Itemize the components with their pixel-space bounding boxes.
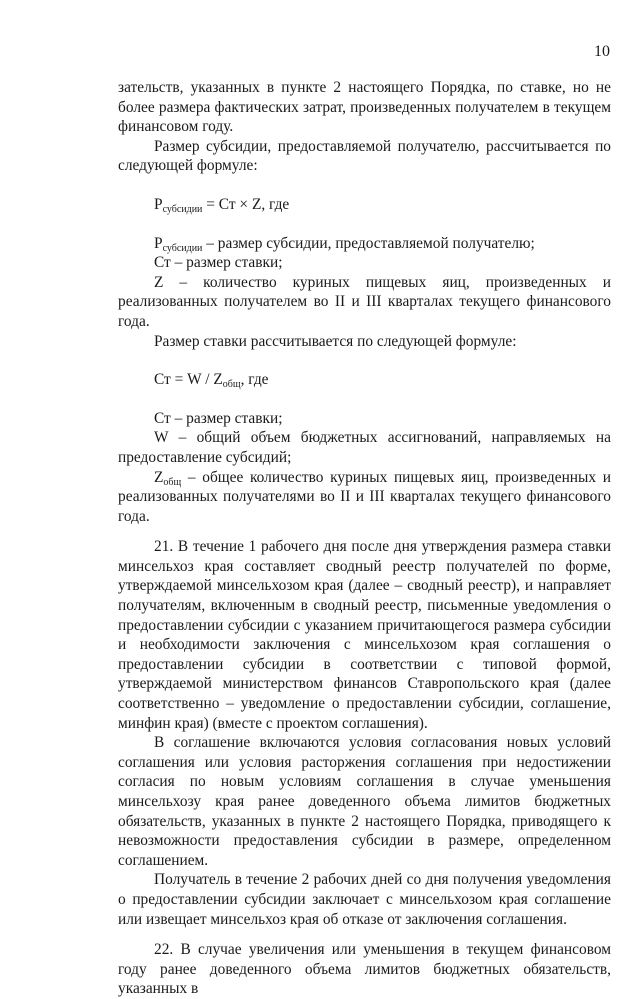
paragraph-continuation: зательств, указанных в пункте 2 настоящего Порядка, по ставке, но не более размера фактических затрат, произведенных получателем в текущем финансовом году. <box>118 79 611 136</box>
definition-total-eggs: $Z_{общ}$ – общее количество куриных пищевых яиц, произведенных и реализованных получателями во II и III кварталах текущего финансового года. <box>118 468 611 525</box>
definition-rate-2: Ст – размер ставки; <box>154 409 283 427</box>
paragraph-rate-intro: Размер ставки рассчитывается по следующей формуле: <box>154 332 517 350</box>
paragraph-21-recipient-response: Получатель в течение 2 рабочих дней со дня получения уведомления о предоставлении субсидии заключает с минсельхозом края соглашение или извещает минсельхоз края об отказе от заключения соглашения. <box>118 871 611 928</box>
formula-subsidy: $Р_{субсидии}$ = Ст × Z, где <box>154 195 290 215</box>
definition-budget-volume: W – общий объем бюджетных ассигнований, направляемых на предоставление субсидий; <box>118 429 611 466</box>
paragraph-21-agreement-terms: В соглашение включаются условия согласования новых условий соглашения или условия расторжения соглашения при недостижении согласия по новым условиям соглашения в случае уменьшения минсельхозу края ранее доведенного объема лимитов бюджетных обязательств, указанных в пункте 2 настоящего Порядка, приводящего к невозможности предоставления субсидии в размере, определенном соглашением. <box>118 734 611 869</box>
definition-eggs-count: Z – количество куриных пищевых яиц, произведенных и реализованных получателем во II и III кварталах текущего финансового года. <box>118 273 611 330</box>
page-number: 10 <box>594 43 610 60</box>
definition-rate: Ст – размер ставки; <box>154 254 283 272</box>
formula-rate: Ст = W / $Z_{общ}$, где <box>154 371 269 391</box>
paragraph-22: 22. В случае увеличения или уменьшения в текущем финансовом году ранее доведенного объема лимитов бюджетных обязательств, указанных в <box>118 941 611 998</box>
paragraph-formula-intro: Размер субсидии, предоставляемой получателю, рассчитывается по следующей формуле: <box>118 137 611 175</box>
definition-subsidy: $Р_{субсидии}$ – размер субсидии, предоставляемой получателю; <box>154 234 535 254</box>
paragraph-21: 21. В течение 1 рабочего дня после дня утверждения размера ставки минсельхоз края составляет сводный реестр получателей по форме, утверждаемой минсельхозом края (далее – сводный реестр), и направляет получателям, включенным в сводный реестр, письменные уведомления о предоставлении субсидии с указанием причитающегося размера субсидии и необходимости заключения с минсельхозом края соглашения о предоставлении субсидии в соответствии с типовой формой, утверждаемой министерством финансов Ставропольского края (далее соответственно – уведомление о предоставлении субсидии, соглашение, минфин края) (вместе с проектом соглашения). <box>118 538 611 732</box>
document-body <box>118 78 611 999</box>
